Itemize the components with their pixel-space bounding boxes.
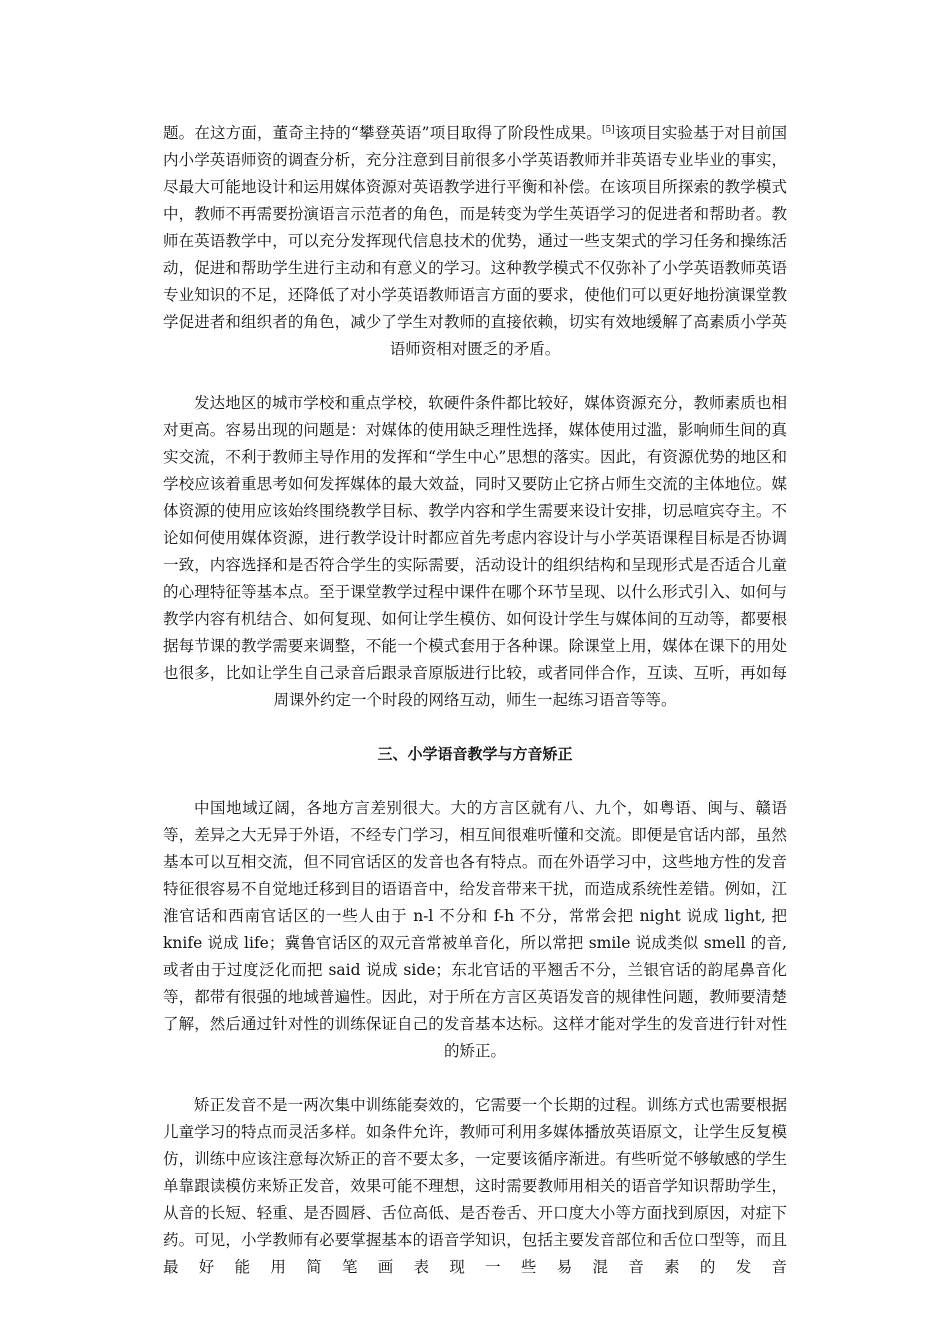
paragraph-2: 发达地区的城市学校和重点学校，软硬件条件都比较好，媒体资源充分，教师素质也相对更高。容易出现的问题是：对媒体的使用缺乏理性选择，媒体使用过滥，影响师生间的真实交流，不利于教师主导作用的发挥和“学生中心”思想的落实。因此，有资源优势的地区和学校应该着重思考如何发挥媒体的最大效益，同时又要防止它挤占师生交流的主体地位。媒体资源的使用应该始终围绕教学目标、教学内容和学生需要来设计安排，切忌喧宾夺主。不论如何使用媒体资源，进行教学设计时都应首先考虑内容设计与小学英语课程目标是否协调一致，内容选择和是否符合学生的实际需要，活动设计的组织结构和呈现形式是否适合儿童的心理特征等基本点。至于课堂教学过程中课件在哪个环节呈现、以什么形式引入、如何与教学内容有机结合、如何复现、如何让学生模仿、如何设计学生与媒体间的互动等，都要根据每节课的教学需要来调整，不能一个模式套用于各种课。除课堂上用，媒体在课下的用处也很多，比如让学生自己录音后跟录音原版进行比较，或者同伴合作，互读、互听，再如每周课外约定一个时段的网络互动，师生一起练习语音等等。 [163,394,787,709]
paragraph-3: 中国地域辽阔，各地方言差别很大。大的方言区就有八、九个，如粤语、闽与、赣语等，差异之大无异于外语，不经专门学习，相互间很难听懂和交流。即便是官话内部，虽然基本可以互相交流，但不同官话区的发音也各有特点。而在外语学习中，这些地方性的发音特征很容易不自觉地迁移到目的语语音中，给发音带来干扰，而造成系统性差错。例如，江淮官话和西南官话区的一些人由于 n-l 不分和 f-h 不分，常常会把 night 说成 light, 把 knife 说成 life；冀鲁官话区的双元音常被单音化，所以常把 smile 说成类似 smell 的音, 或者由于过度泛化而把 said 说成 side；东北官话的平翘舌不分，兰银官话的韵尾鼻音化等，都带有很强的地域普遍性。因此，对于所在方言区英语发音的规律性问题，教师要清楚了解，然后通过针对性的训练保证自己的发音基本达标。这样才能对学生的发音进行针对性的矫正。 [163,799,787,1060]
paragraph-4: 矫正发音不是一两次集中训练能奏效的，它需要一个长期的过程。训练方式也需要根据儿童学习的特点而灵活多样。如条件允许，教师可利用多媒体播放英语原文，让学生反复模仿，训练中应该注意每次矫正的音不要太多，一定要该循序渐进。有些听觉不够敏感的学生单靠跟读模仿来矫正发音，效果可能不理想，这时需要教师用相关的语音学知识帮助学生，从音的长短、轻重、是否圆唇、舌位高低、是否卷舌、开口度大小等方面找到原因，对症下药。可见，小学教师有必要掌握基本的语音学知识，包括主要发音部位和舌位口型等，而且最好能用简笔画表现一些易混音素的发音 [163,1096,787,1276]
paragraph-spacer [163,1065,787,1092]
paragraph-spacer [163,363,787,390]
document-page [163,120,787,1281]
paragraph-spacer [163,768,787,795]
citation-ref: [5] [601,124,615,135]
paragraph-1 [163,120,787,363]
paragraph-spacer [163,714,787,741]
paragraph-1-text-a: 题。在这方面，董奇主持的“攀登英语”项目取得了阶段性成果。 [163,124,602,142]
section-heading: 三、小学语音教学与方音矫正 [377,745,573,763]
paragraph-1-text-b: 该项目实验基于对目前国内小学英语师资的调查分析，充分注意到目前很多小学英语教师并非英语专业毕业的事实，尽最大可能地设计和运用媒体资源对英语教学进行平衡和补偿。在该项目所探索的教学模式中，教师不再需要扮演语言示范者的角色，而是转变为学生英语学习的促进者和帮助者。教师在英语教学中，可以充分发挥现代信息技术的优势，通过一些支架式的学习任务和操练活动，促进和帮助学生进行主动和有意义的学习。这种教学模式不仅弥补了小学英语教师英语专业知识的不足，还降低了对小学英语教师语言方面的要求，使他们可以更好地扮演课堂教学促进者和组织者的角色，减少了学生对教师的直接依赖，切实有效地缓解了高素质小学英语师资相对匮乏的矛盾。 [163,124,787,358]
